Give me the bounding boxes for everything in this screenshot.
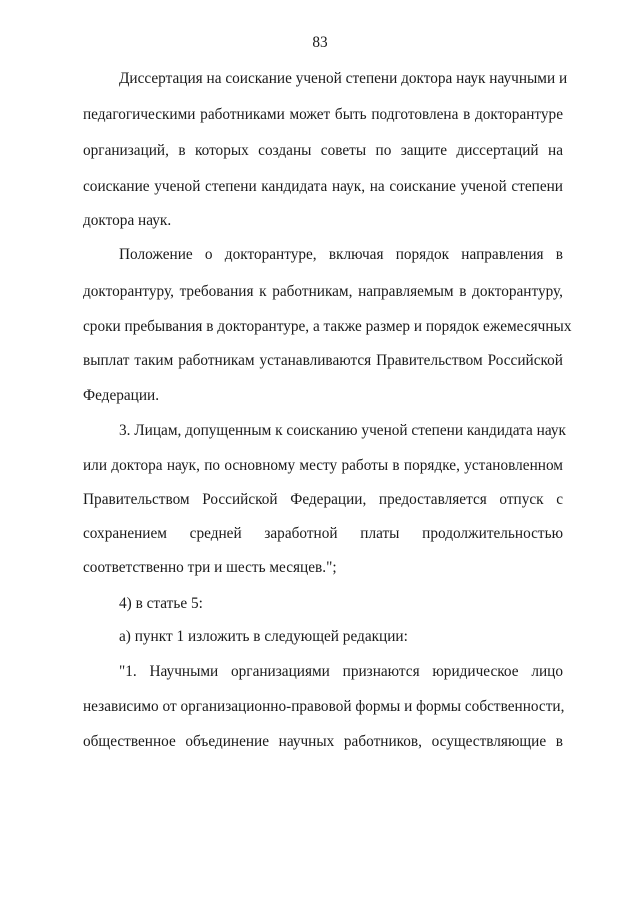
text-line: общественное объединение научных работников, осуществляющие в — [83, 733, 563, 750]
text-line: организаций, в которых созданы советы по защите диссертаций на — [83, 142, 563, 159]
text-line: "1. Научными организациями признаются юридическое лицо — [119, 663, 563, 680]
text-line: педагогическими работниками может быть подготовлена в докторантуре — [83, 106, 563, 123]
text-line: Правительством Российской Федерации, предоставляется отпуск с — [83, 491, 563, 508]
text-line: или доктора наук, по основному месту работы в порядке, установленном — [83, 457, 563, 474]
text-line: соответственно три и шесть месяцев."; — [83, 559, 337, 576]
text-line: сохранением средней заработной платы продолжительностью — [83, 525, 563, 542]
text-line: Федерации. — [83, 387, 160, 404]
text-line: докторантуру, требования к работникам, направляемым в докторантуру, — [83, 283, 563, 300]
text-line: Положение о докторантуре, включая порядок направления в — [119, 246, 563, 263]
text-line: сроки пребывания в докторантуре, а также размер и порядок ежемесячных — [83, 318, 572, 335]
text-line: 4) в статье 5: — [119, 595, 203, 612]
text-line: Диссертация на соискание ученой степени доктора наук научными и — [119, 70, 568, 87]
text-line: независимо от организационно-правовой формы и формы собственности, — [83, 698, 565, 715]
text-line: а) пункт 1 изложить в следующей редакции: — [119, 628, 408, 645]
text-line: доктора наук. — [83, 212, 172, 229]
text-line: выплат таким работникам устанавливаются Правительством Российской — [83, 352, 563, 369]
text-line: соискание ученой степени кандидата наук, на соискание ученой степени — [83, 178, 563, 195]
text-line: 3. Лицам, допущенным к соисканию ученой степени кандидата наук — [119, 422, 566, 439]
page-number: 83 — [312, 34, 328, 51]
